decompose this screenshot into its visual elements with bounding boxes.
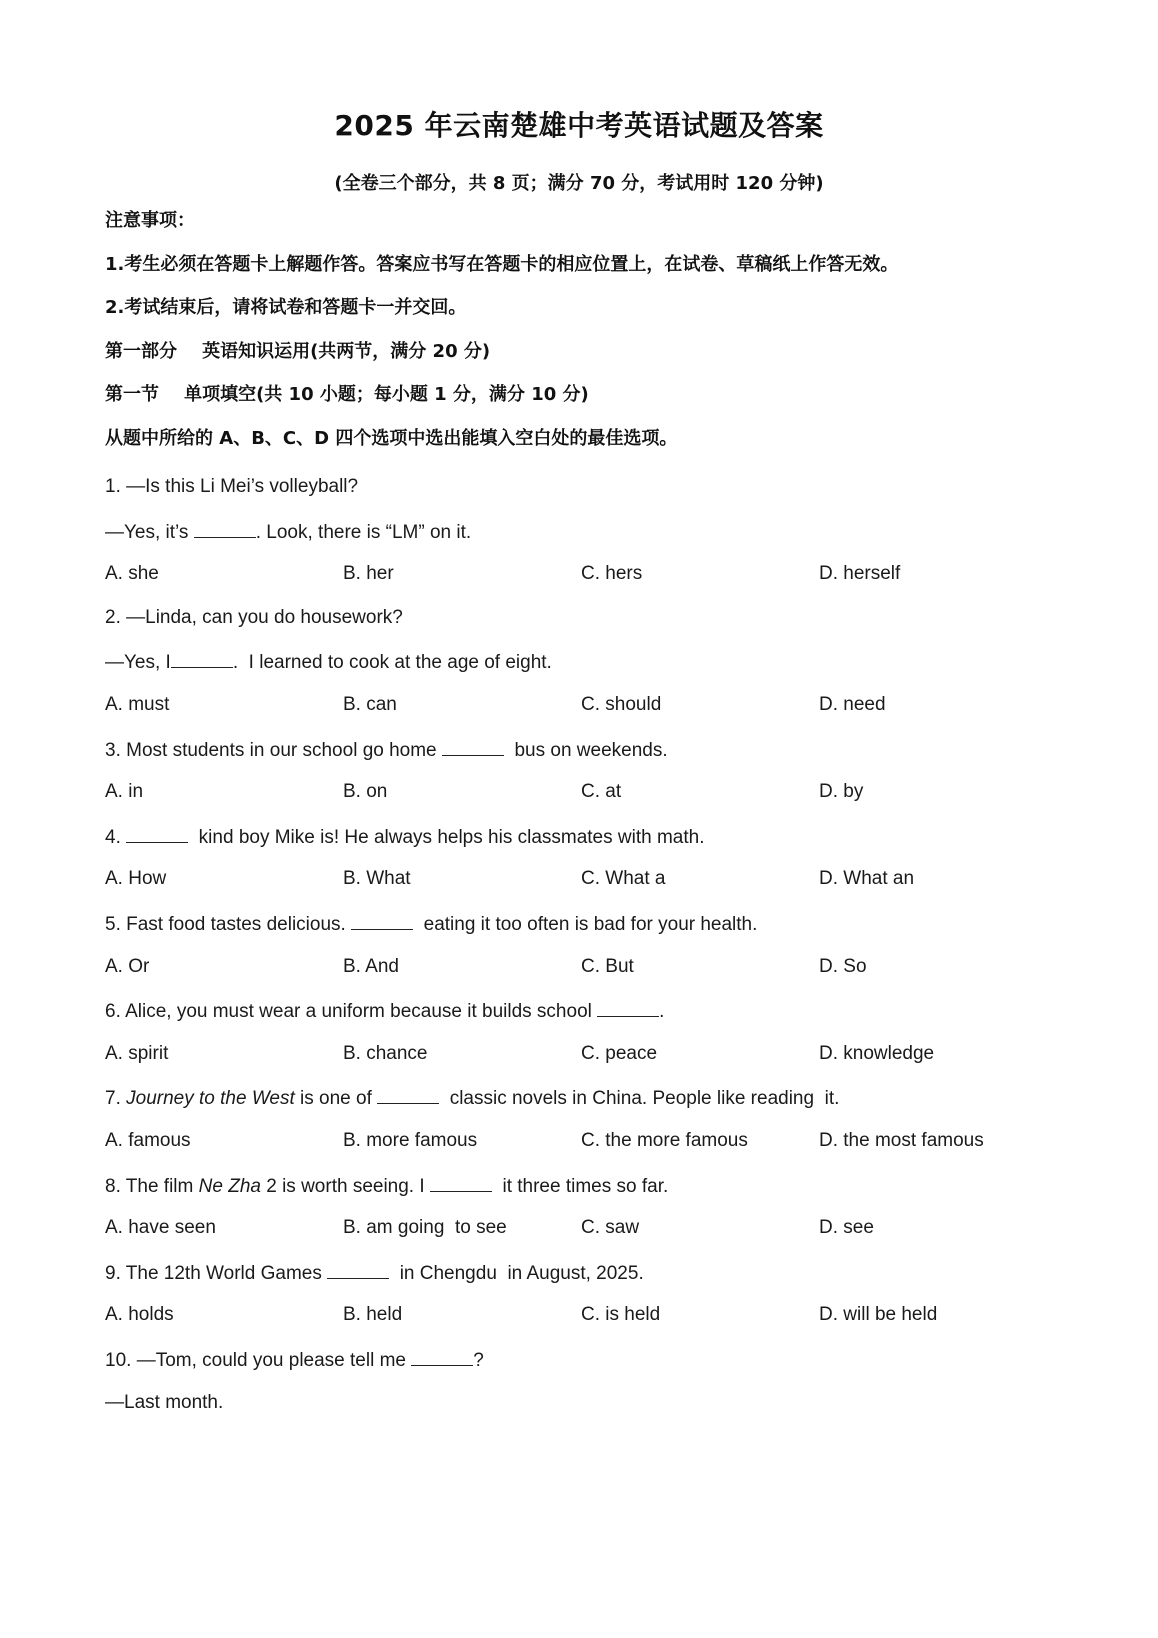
question-text: bus on weekends. xyxy=(503,740,668,761)
question-8-option-d: D. see xyxy=(819,1217,874,1238)
question-1-option-b: B. her xyxy=(343,563,394,584)
question-text: 3. Most students in our school go home xyxy=(105,740,442,761)
question-5-option-b: B. And xyxy=(343,956,399,977)
question-6-option-a: A. spirit xyxy=(105,1043,169,1064)
question-7-option-b: B. more famous xyxy=(343,1130,478,1151)
section1-heading: 第一节 单项填空(共 10 小题；每小题 1 分，满分 10 分) xyxy=(105,384,589,405)
notice-item-1: 1.考生必须在答题卡上解题作答。答案应书写在答题卡的相应位置上，在试卷、草稿纸上作答无效。 xyxy=(105,254,899,275)
question-4-line-1 xyxy=(105,824,704,850)
question-7-line-1 xyxy=(105,1085,839,1111)
answer-blank xyxy=(126,824,188,843)
question-10-line-2 xyxy=(105,1391,223,1415)
section1-instruction: 从题中所给的 A、B、C、D 四个选项中选出能填入空白处的最佳选项。 xyxy=(105,428,678,449)
question-10-line-1 xyxy=(105,1347,484,1373)
question-1-option-d: D. herself xyxy=(819,563,901,584)
question-9-option-d: D. will be held xyxy=(819,1304,938,1325)
question-text: —Last month. xyxy=(105,1392,224,1413)
question-text: 9. The 12th World Games xyxy=(105,1263,328,1284)
question-9-option-b: B. held xyxy=(343,1304,403,1325)
notice-item-2: 2.考试结束后，请将试卷和答题卡一并交回。 xyxy=(105,297,467,318)
question-7-option-c: C. the more famous xyxy=(581,1130,748,1151)
question-text: it three times so far. xyxy=(491,1176,669,1197)
question-1-line-2 xyxy=(105,519,471,545)
answer-blank xyxy=(411,1347,473,1366)
question-9-option-a: A. holds xyxy=(105,1304,174,1325)
question-text: . I learned to cook at the age of eight. xyxy=(232,652,552,673)
question-2-option-b: B. can xyxy=(343,694,397,715)
answer-blank xyxy=(377,1085,439,1104)
answer-blank xyxy=(171,649,233,668)
page-subtitle: (全卷三个部分，共 8 页；满分 70 分，考试用时 120 分钟) xyxy=(334,173,824,194)
question-8-option-a: A. have seen xyxy=(105,1217,216,1238)
question-9-option-c: C. is held xyxy=(581,1304,661,1325)
question-3-line-1 xyxy=(105,737,668,763)
question-7-option-a: A. famous xyxy=(105,1130,191,1151)
notice-heading: 注意事项： xyxy=(105,210,195,231)
question-1-option-a: A. she xyxy=(105,563,159,584)
answer-blank xyxy=(194,519,256,538)
question-1-line-1 xyxy=(105,475,358,499)
question-5-line-1 xyxy=(105,911,757,937)
question-text: 8. The film xyxy=(105,1176,199,1197)
question-text: in Chengdu in August, 2025. xyxy=(389,1263,644,1284)
question-4-option-b: B. What xyxy=(343,868,411,889)
question-8-option-b: B. am going to see xyxy=(343,1217,507,1238)
question-text: 2 is worth seeing. I xyxy=(260,1176,430,1197)
question-4-option-c: C. What a xyxy=(581,868,666,889)
question-text: 6. Alice, you must wear a uniform because it builds school xyxy=(105,1001,598,1022)
question-text: 4. xyxy=(105,827,127,848)
question-text: 2. —Linda, can you do housework? xyxy=(105,607,403,628)
answer-blank xyxy=(351,911,413,930)
question-3-option-d: D. by xyxy=(819,781,864,802)
question-text: is one of xyxy=(294,1088,378,1109)
answer-blank xyxy=(442,737,504,756)
question-6-option-c: C. peace xyxy=(581,1043,658,1064)
question-text: classic novels in China. People like reading it. xyxy=(439,1088,840,1109)
page-title: 2025 年云南楚雄中考英语试题及答案 xyxy=(334,109,824,142)
question-5-option-d: D. So xyxy=(819,956,867,977)
question-text: ? xyxy=(473,1350,484,1371)
question-3-option-c: C. at xyxy=(581,781,622,802)
question-2-line-1 xyxy=(105,606,403,630)
question-text: 7. xyxy=(105,1088,127,1109)
question-text: kind boy Mike is! He always helps his classmates with math. xyxy=(188,827,705,848)
question-6-option-d: D. knowledge xyxy=(819,1043,935,1064)
question-8-option-c: C. saw xyxy=(581,1217,640,1238)
question-6-line-1 xyxy=(105,998,664,1024)
question-text: 5. Fast food tastes delicious. xyxy=(105,914,352,935)
question-2-line-2 xyxy=(105,649,552,675)
question-3-option-b: B. on xyxy=(343,781,388,802)
question-7-option-d: D. the most famous xyxy=(819,1130,984,1151)
question-9-line-1 xyxy=(105,1260,644,1286)
question-5-option-a: A. Or xyxy=(105,956,150,977)
question-5-option-c: C. But xyxy=(581,956,634,977)
question-text: . Look, there is “LM” on it. xyxy=(255,522,472,543)
question-text: —Yes, it’s xyxy=(105,522,194,543)
question-8-line-1 xyxy=(105,1173,668,1199)
question-3-option-a: A. in xyxy=(105,781,144,802)
answer-blank xyxy=(327,1260,389,1279)
question-text: 1. —Is this Li Mei’s volleyball? xyxy=(105,476,359,497)
question-1-option-c: C. hers xyxy=(581,563,643,584)
question-text: . xyxy=(659,1001,665,1022)
question-2-option-a: A. must xyxy=(105,694,170,715)
question-2-option-d: D. need xyxy=(819,694,886,715)
question-text: 10. —Tom, could you please tell me xyxy=(105,1350,412,1371)
question-italic-title: Ne Zha xyxy=(198,1176,261,1197)
question-6-option-b: B. chance xyxy=(343,1043,428,1064)
part1-heading: 第一部分 英语知识运用(共两节，满分 20 分) xyxy=(105,341,491,362)
question-4-option-a: A. How xyxy=(105,868,167,889)
answer-blank xyxy=(430,1173,492,1192)
question-4-option-d: D. What an xyxy=(819,868,915,889)
question-italic-title: Journey to the West xyxy=(126,1088,295,1109)
question-2-option-c: C. should xyxy=(581,694,662,715)
question-text: —Yes, I xyxy=(105,652,171,673)
answer-blank xyxy=(597,998,659,1017)
question-text: eating it too often is bad for your health. xyxy=(413,914,758,935)
